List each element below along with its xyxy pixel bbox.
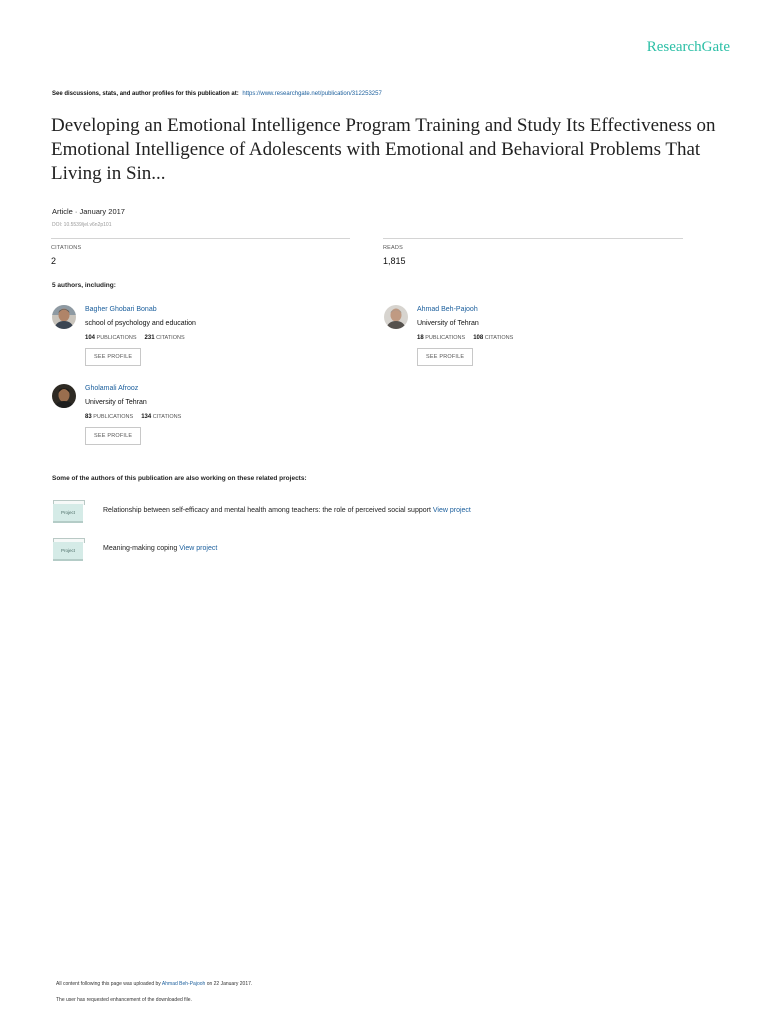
author-institution: University of Tehran: [417, 320, 479, 327]
project-text: [103, 545, 217, 552]
uploader-link[interactable]: Ahmad Beh-Pajooh: [161, 981, 206, 987]
project-item: [52, 538, 702, 562]
publication-title: Developing an Emotional Intelligence Program Training and Study Its Effectiveness on Emotional Intelligence of Adolescents with Emotional and Behavioral Problems That Living in Sin...: [51, 115, 716, 184]
author-name-link[interactable]: Bagher Ghobari Bonab: [85, 306, 157, 313]
see-profile-button[interactable]: SEE PROFILE: [85, 427, 141, 445]
project-title: Relationship between self-efficacy and mental health among teachers: the role of perceived social support: [103, 507, 431, 514]
upload-suffix: on 22 January 2017.: [206, 981, 253, 987]
citations-count: 134: [141, 414, 152, 420]
publications-count: 104: [85, 335, 96, 341]
project-item: [52, 500, 702, 524]
project-folder-icon: [53, 538, 83, 560]
author-name-link[interactable]: Ahmad Beh-Pajooh: [417, 306, 478, 313]
projects-heading: Some of the authors of this publication are also working on these related projects:: [52, 475, 307, 482]
author-avatar[interactable]: [52, 305, 76, 329]
article-type-date: Article · January 2017: [52, 207, 125, 216]
author-name-link[interactable]: Gholamali Afrooz: [85, 385, 139, 392]
enhancement-note: The user has requested enhancement of the downloaded file.: [56, 997, 192, 1003]
citations-label: CITATIONS: [156, 335, 185, 341]
citations-count: 231: [144, 335, 155, 341]
researchgate-logo[interactable]: ResearchGate: [646, 39, 730, 55]
reads-label: READS: [383, 245, 403, 251]
author-institution: University of Tehran: [85, 399, 147, 406]
reads-stat: [383, 238, 683, 266]
project-title: Meaning-making coping: [103, 545, 178, 552]
upload-prefix: All content following this page was uploaded by: [56, 981, 161, 987]
author-card: [384, 305, 684, 369]
authors-heading: 5 authors, including:: [52, 282, 116, 289]
project-folder-icon: [53, 500, 83, 522]
discussion-line: [52, 91, 382, 97]
see-profile-button[interactable]: SEE PROFILE: [85, 348, 141, 366]
author-stats: [85, 334, 355, 342]
see-profile-button[interactable]: SEE PROFILE: [417, 348, 473, 366]
author-avatar[interactable]: [52, 384, 76, 408]
reads-value: 1,815: [383, 256, 406, 266]
citations-value: 2: [51, 256, 57, 266]
citations-count: 108: [473, 335, 484, 341]
author-avatar[interactable]: [384, 305, 408, 329]
citations-label: CITATIONS: [51, 245, 82, 251]
publications-count: 83: [85, 414, 92, 420]
discussion-text: See discussions, stats, and author profiles for this publication at:: [52, 91, 239, 97]
citations-label: CITATIONS: [484, 335, 514, 341]
author-institution: school of psychology and education: [85, 320, 196, 327]
author-card: [52, 305, 352, 369]
author-card: [52, 384, 352, 448]
publication-url-link[interactable]: https://www.researchgate.net/publication/312253257: [242, 91, 382, 97]
author-stats: [85, 413, 355, 421]
project-text: [103, 507, 471, 514]
publications-label: PUBLICATIONS: [96, 335, 137, 341]
publications-count: 18: [417, 335, 424, 341]
doi-text: DOI: 10.5539/jel.v6n2p101: [52, 222, 112, 228]
citations-stat: [51, 238, 350, 266]
publications-label: PUBLICATIONS: [93, 414, 134, 420]
project-badge: Project: [53, 504, 83, 523]
upload-note: [56, 981, 252, 987]
project-badge: Project: [53, 542, 83, 561]
publications-label: PUBLICATIONS: [425, 335, 466, 341]
citations-label: CITATIONS: [152, 414, 182, 420]
view-project-link[interactable]: View project: [179, 545, 218, 552]
author-stats: [417, 334, 687, 342]
view-project-link[interactable]: View project: [432, 507, 471, 514]
